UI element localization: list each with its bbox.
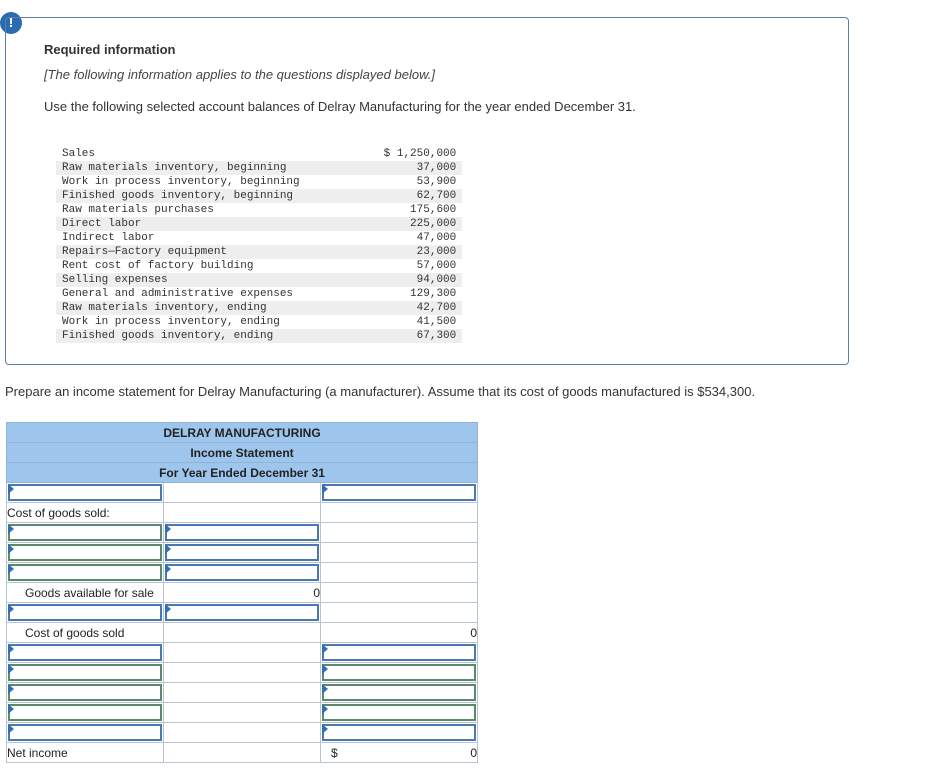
balance-row [56,175,462,189]
table-row [7,523,478,543]
balance-amount: 67,300 [304,329,463,343]
company-name: DELRAY MANUFACTURING [7,423,478,443]
table-row [7,603,478,623]
goods-available-label: Goods available for sale [7,583,164,603]
table-row [7,483,478,503]
balance-amount: $ 1,250,000 [383,148,457,160]
net-income-cell [321,743,478,763]
table-row [7,563,478,583]
amount-input[interactable] [322,664,476,681]
line-label-input[interactable] [8,564,162,581]
balance-amount: 47,000 [416,232,457,244]
balance-amount: 23,000 [304,245,463,259]
line-label-input[interactable] [8,704,162,721]
amount-input[interactable] [322,724,476,741]
balance-amount: 129,300 [410,288,457,300]
balance-label: Raw materials purchases [62,204,214,216]
required-information-panel [5,17,849,365]
balance-row [56,217,462,231]
balance-label: Raw materials inventory, beginning [56,161,304,175]
balance-row [56,189,462,203]
balance-label: Direct labor [56,217,304,231]
balance-amount: 37,000 [304,161,463,175]
balance-row [56,203,462,217]
question-prompt: Prepare an income statement for Delray Manufacturing (a manufacturer). Assume that its cost of goods manufactured is $534,300. [5,384,756,399]
balance-label: Indirect labor [62,232,155,244]
balance-label: Finished goods inventory, beginning [56,189,304,203]
table-row [7,643,478,663]
line-label-input[interactable] [8,644,162,661]
balance-amount: 42,700 [304,301,463,315]
required-info-note: [The following information applies to the questions displayed below.] [44,67,435,82]
amount-input[interactable] [322,644,476,661]
balance-label: Repairs—Factory equipment [56,245,304,259]
balance-amount: 94,000 [304,273,463,287]
table-row [7,623,478,643]
required-info-intro: Use the following selected account balances of Delray Manufacturing for the year ended December 31. [44,99,636,114]
balance-label: Work in process inventory, beginning [62,176,300,188]
net-income-currency: $ [331,746,338,760]
balance-row [56,315,462,329]
balance-amount: 57,000 [416,260,457,272]
goods-available-value: 0 [164,583,321,603]
amount-input[interactable] [165,544,319,561]
balance-row [56,329,462,343]
balance-label: Raw materials inventory, ending [56,301,304,315]
balance-label: Sales [62,148,96,160]
account-balances-table [56,147,462,343]
line-label-input[interactable] [8,604,162,621]
amount-input[interactable] [165,564,319,581]
balance-amount: 225,000 [304,217,463,231]
line-label-input[interactable] [8,524,162,541]
balance-amount: 41,500 [416,316,457,328]
statement-title: Income Statement [7,443,478,463]
cogs-section-label: Cost of goods sold: [7,503,164,523]
table-row [7,723,478,743]
balance-label: Rent cost of factory building [62,260,254,272]
alert-icon: ! [0,12,22,34]
table-row [7,663,478,683]
statement-period: For Year Ended December 31 [7,463,478,483]
line-label-input[interactable] [8,664,162,681]
statement-header-company [7,423,478,443]
line-label-input[interactable] [8,684,162,701]
cost-of-goods-sold-label: Cost of goods sold [7,623,164,643]
required-info-title: Required information [44,42,176,57]
net-income-value: 0 [470,745,477,760]
balance-label: Work in process inventory, ending [62,316,280,328]
amount-input[interactable] [322,484,476,501]
net-income-label: Net income [7,743,164,763]
table-row [7,743,478,763]
table-row [7,543,478,563]
balance-row [56,287,462,301]
line-label-input[interactable] [8,544,162,561]
balance-amount: 53,900 [416,176,457,188]
amount-input[interactable] [165,524,319,541]
amount-input[interactable] [165,604,319,621]
table-row [7,503,478,523]
income-statement-table [6,422,478,763]
statement-header-period [7,463,478,483]
balance-row [56,147,462,161]
balance-label: General and administrative expenses [62,288,294,300]
balance-label: Finished goods inventory, ending [56,329,304,343]
balance-row [56,231,462,245]
cost-of-goods-sold-value: 0 [321,623,478,643]
balance-row [56,161,462,175]
amount-input[interactable] [322,704,476,721]
balance-row [56,245,462,259]
balance-label: Selling expenses [56,273,304,287]
balance-amount: 175,600 [410,204,457,216]
line-label-input[interactable] [8,724,162,741]
statement-header-title [7,443,478,463]
amount-input[interactable] [322,684,476,701]
table-row [7,703,478,723]
table-row [7,583,478,603]
table-row [7,683,478,703]
balance-row [56,301,462,315]
line-label-input[interactable] [8,484,162,501]
balance-row [56,273,462,287]
balance-row [56,259,462,273]
balance-amount: 62,700 [304,189,463,203]
